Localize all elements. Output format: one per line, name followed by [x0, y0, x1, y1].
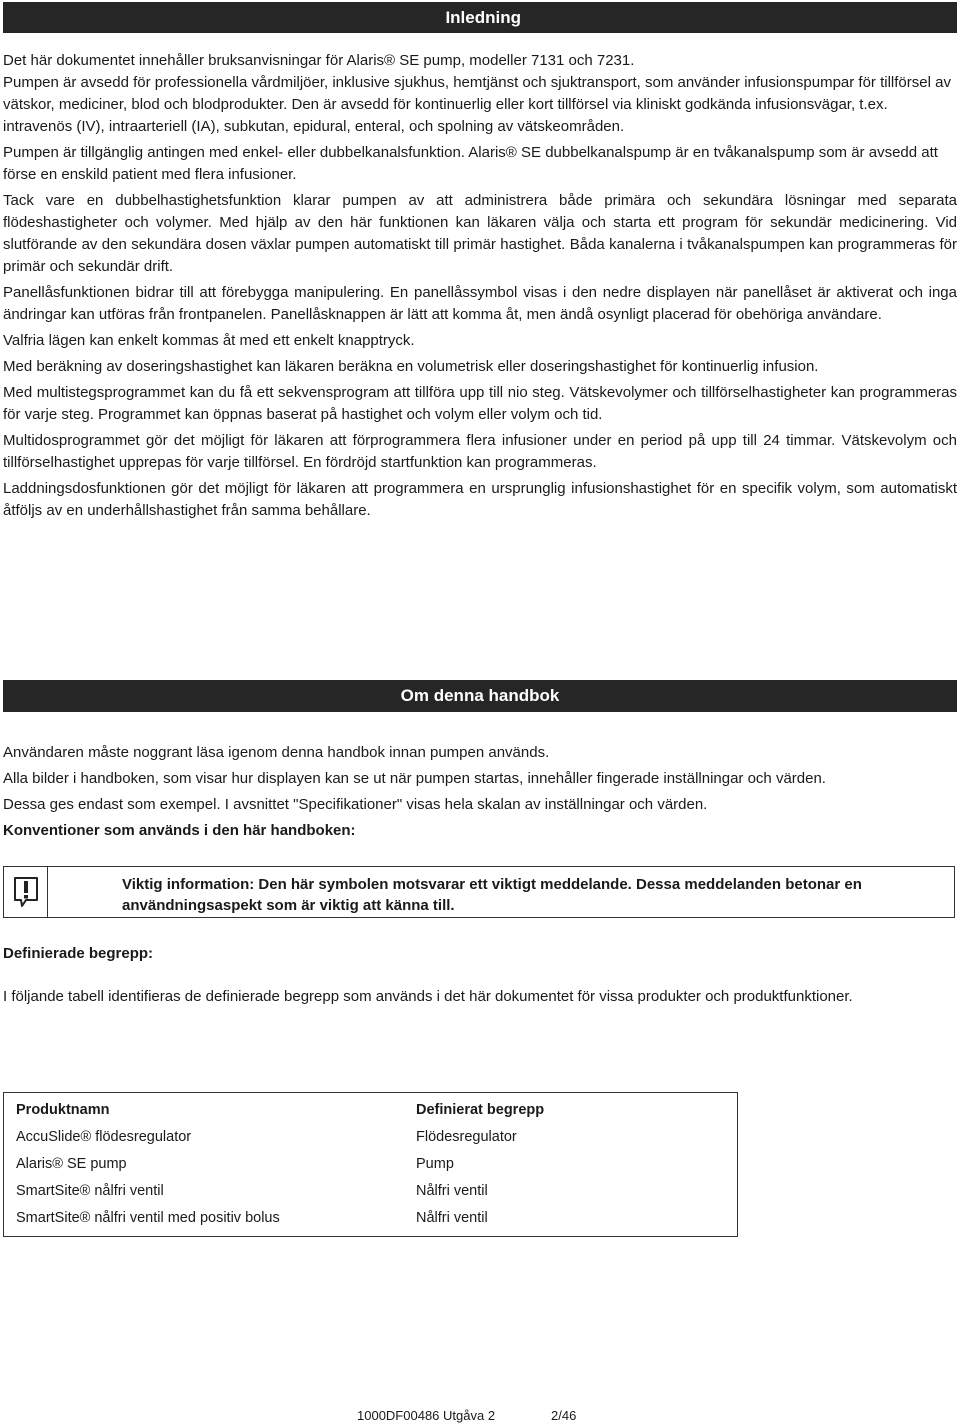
table-cell: Nålfri ventil [416, 1209, 488, 1226]
section-header-inledning [3, 2, 957, 33]
table-header-row [4, 1093, 738, 1124]
section-header-handbook [3, 680, 957, 712]
table-header-cell: Produktnamn [16, 1101, 110, 1118]
intro-paragraph: Laddningsdosfunktionen gör det möjligt för läkaren att programmera en ursprunglig infusionshastighet för en specifik volym, som automatiskt åtföljs av en underhållshastighet från samma behållare. [3, 480, 957, 519]
document-id: 1000DF00486 Utgåva 2 [357, 1408, 496, 1423]
defined-terms-intro: I följande tabell identifieras de definierade begrepp som används i det här dokumentet för vissa produkter och produktfunktioner. [3, 988, 853, 1005]
important-note-icon [4, 867, 48, 917]
table-header-cell: Definierat begrepp [416, 1101, 545, 1118]
intro-paragraph: Panellåsfunktionen bidrar till att förebygga manipulering. En panellåssymbol visas i den nedre displayen när panellåset är aktiverat och inga ändringar kan utföras från frontpanelen. Panellåsknappen är lätt att komma åt, men ändå osynligt placerad för obehöriga användare. [3, 284, 957, 323]
table-row [4, 1123, 738, 1150]
important-note-text: Viktig information: Den här symbolen motsvarar ett viktigt meddelande. Dessa meddelanden betonar en användningsaspekt som är viktig att känna till. [122, 876, 862, 914]
intro-paragraph: Tack vare en dubbelhastighetsfunktion klarar pumpen av att administrera både primära och sekundära lösningar med separata flödeshastigheter och volymer. Med hjälp av den här funktionen kan läkaren välja och starta ett program för sekundär medicinering. Vid slutförande av den sekundära dosen växlar pumpen automatiskt till primär hastighet. Båda kanalerna i tvåkanalspumpen kan programmeras för primär och sekundär drift. [3, 192, 957, 275]
intro-paragraph: Med multistegsprogrammet kan du få ett sekvensprogram att tillföra upp till nio steg. Vätskevolymer och tillförselhastigheter kan programmeras för varje steg. Programmet kan öppnas baserat på hastighet och volym eller volym och tid. [3, 384, 957, 423]
table-row [4, 1150, 738, 1177]
handbook-paragraph: Användaren måste noggrant läsa igenom denna handbok innan pumpen används. [3, 744, 550, 761]
table-row [4, 1177, 738, 1204]
table-cell: SmartSite® nålfri ventil [16, 1182, 164, 1199]
defined-terms-heading: Definierade begrepp: [3, 945, 154, 962]
table-cell: Pump [416, 1155, 454, 1172]
intro-paragraph: Pumpen är tillgänglig antingen med enkel- eller dubbelkanalsfunktion. Alaris® SE dubbelkanalspump är en tvåkanalspump som är avsedd att förse en enskild patient med flera infusioner. [3, 144, 938, 183]
intro-paragraph: Det här dokumentet innehåller bruksanvisningar för Alaris® SE pump, modeller 7131 och 7231. [3, 52, 635, 69]
table-cell: SmartSite® nålfri ventil med positiv bolus [16, 1209, 280, 1226]
table-cell: Alaris® SE pump [16, 1155, 127, 1172]
defined-terms-section [3, 943, 957, 1012]
handbook-paragraph: Alla bilder i handboken, som visar hur displayen kan se ut när pumpen startas, innehåller fingerade inställningar och värden. [3, 770, 826, 787]
intro-paragraph: Multidosprogrammet gör det möjligt för läkaren att förprogrammera flera infusioner under en period på upp till 24 timmar. Vätskevolym och tillförselhastighet upprepas för varje tillförsel. En fördröjd startfunktion kan programmeras. [3, 432, 957, 471]
table-cell: AccuSlide® flödesregulator [16, 1128, 192, 1145]
conventions-heading: Konventioner som används i den här handboken: [3, 822, 356, 839]
page-footer [357, 1408, 576, 1423]
table-cell: Nålfri ventil [416, 1182, 488, 1199]
intro-section [3, 50, 957, 526]
table-cell: Flödesregulator [416, 1128, 517, 1145]
page-number: 2/46 [551, 1408, 577, 1423]
defined-terms-table [3, 1092, 738, 1237]
intro-paragraph: Pumpen är avsedd för professionella vårdmiljöer, inklusive sjukhus, hemtjänst och sjuktransport, som använder infusionspumpar för tillförsel av vätskor, mediciner, blod och blodprodukter. Den är avsedd för kontinuerlig eller kort tillförsel via kliniskt godkända infusionsvägar, t.ex. intravenös (IV), intraarteriell (IA), subkutan, epidural, enteral, och spolning av vätskeområden. [3, 74, 951, 135]
intro-paragraph: Med beräkning av doseringshastighet kan läkaren beräkna en volumetrisk eller doseringshastighet för kontinuerlig infusion. [3, 358, 819, 375]
handbook-section [3, 742, 957, 846]
table-row [4, 1204, 738, 1237]
intro-paragraph: Valfria lägen kan enkelt kommas åt med ett enkelt knapptryck. [3, 332, 415, 349]
handbook-paragraph: Dessa ges endast som exempel. I avsnittet "Specifikationer" visas hela skalan av inställningar och värden. [3, 796, 708, 813]
important-note-box [3, 866, 955, 918]
section-title: Om denna handbok [400, 686, 560, 705]
section-title: Inledning [445, 8, 521, 27]
